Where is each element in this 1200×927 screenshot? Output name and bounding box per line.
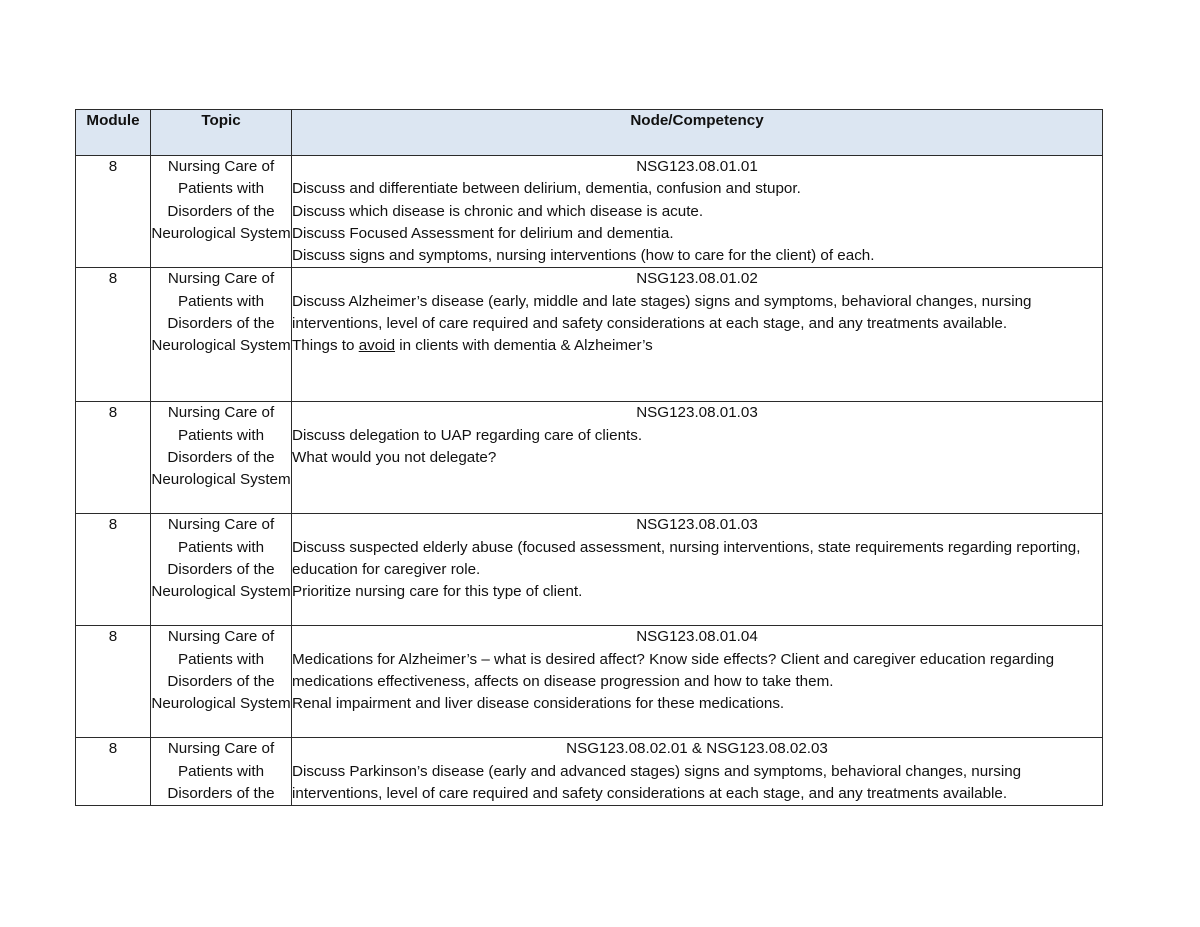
topic-cell: Nursing Care of Patients with Disorders of the Neurological System — [151, 402, 292, 514]
module-cell: 8 — [76, 402, 151, 514]
competency-code: NSG123.08.01.02 — [636, 270, 758, 288]
table-row — [76, 268, 1103, 402]
avoid-text-before: Things to — [292, 337, 359, 355]
competency-table — [75, 109, 1103, 806]
competency-line: Discuss suspected elderly abuse (focused assessment, nursing interventions, state requirements regarding reporting, education for caregiver role. — [292, 538, 1081, 579]
competency-code: NSG123.08.01.03 — [636, 516, 758, 534]
competency-line: Discuss signs and symptoms, nursing interventions (how to care for the client) of each. — [292, 247, 875, 265]
node-cell — [292, 402, 1103, 514]
node-cell — [292, 156, 1103, 268]
table-row — [76, 626, 1103, 738]
table-row — [76, 738, 1103, 806]
competency-line: Discuss Focused Assessment for delirium and dementia. — [292, 224, 674, 242]
competency-line: Medications for Alzheimer’s – what is desired affect? Know side effects? Client and caregiver education regarding medications effectiveness, affects on disease progression and how to take them. — [292, 650, 1055, 691]
topic-cell: Nursing Care of Patients with Disorders of the Neurological System — [151, 626, 292, 738]
topic-cell: Nursing Care of Patients with Disorders of the Neurological System — [151, 514, 292, 626]
header-module: Module — [76, 110, 151, 156]
topic-cell: Nursing Care of Patients with Disorders of the — [151, 738, 292, 806]
node-cell — [292, 738, 1103, 806]
header-node-competency: Node/Competency — [292, 110, 1103, 156]
table-row — [76, 514, 1103, 626]
competency-line: Discuss Parkinson’s disease (early and advanced stages) signs and symptoms, behavioral changes, nursing interventions, level of care required and safety considerations at each stage, and any treatments available. — [292, 762, 1022, 803]
competency-line: Discuss Alzheimer’s disease (early, middle and late stages) signs and symptoms, behavioral changes, nursing interventions, level of care required and safety considerations at each stage, and any treatments available. — [292, 292, 1032, 333]
topic-cell: Nursing Care of Patients with Disorders of the Neurological System — [151, 268, 292, 402]
competency-line: Renal impairment and liver disease considerations for these medications. — [292, 695, 785, 713]
competency-line: Prioritize nursing care for this type of client. — [292, 583, 583, 601]
table-row — [76, 402, 1103, 514]
competency-code: NSG123.08.01.01 — [636, 158, 758, 175]
competency-line: What would you not delegate? — [292, 449, 497, 467]
avoid-underlined-word: avoid — [358, 337, 396, 355]
competency-line: Discuss which disease is chronic and which disease is acute. — [292, 202, 704, 220]
avoid-text-after: in clients with dementia & Alzheimer’s — [395, 337, 653, 355]
module-cell: 8 — [76, 738, 151, 806]
competency-code: NSG123.08.02.01 & NSG123.08.02.03 — [566, 740, 828, 758]
module-cell: 8 — [76, 514, 151, 626]
competency-code: NSG123.08.01.03 — [636, 404, 758, 422]
module-cell: 8 — [76, 268, 151, 402]
table-header-row — [76, 110, 1103, 156]
header-topic: Topic — [151, 110, 292, 156]
competency-line: Discuss delegation to UAP regarding care of clients. — [292, 426, 643, 444]
table-row — [76, 156, 1103, 268]
node-cell — [292, 268, 1103, 402]
node-cell — [292, 626, 1103, 738]
topic-cell: Nursing Care of Patients with Disorders of the Neurological System — [151, 156, 292, 268]
node-cell — [292, 514, 1103, 626]
module-cell: 8 — [76, 626, 151, 738]
competency-line: Discuss and differentiate between delirium, dementia, confusion and stupor. — [292, 180, 801, 198]
competency-line-avoid — [292, 335, 1102, 357]
module-cell: 8 — [76, 156, 151, 268]
competency-code: NSG123.08.01.04 — [636, 628, 758, 646]
